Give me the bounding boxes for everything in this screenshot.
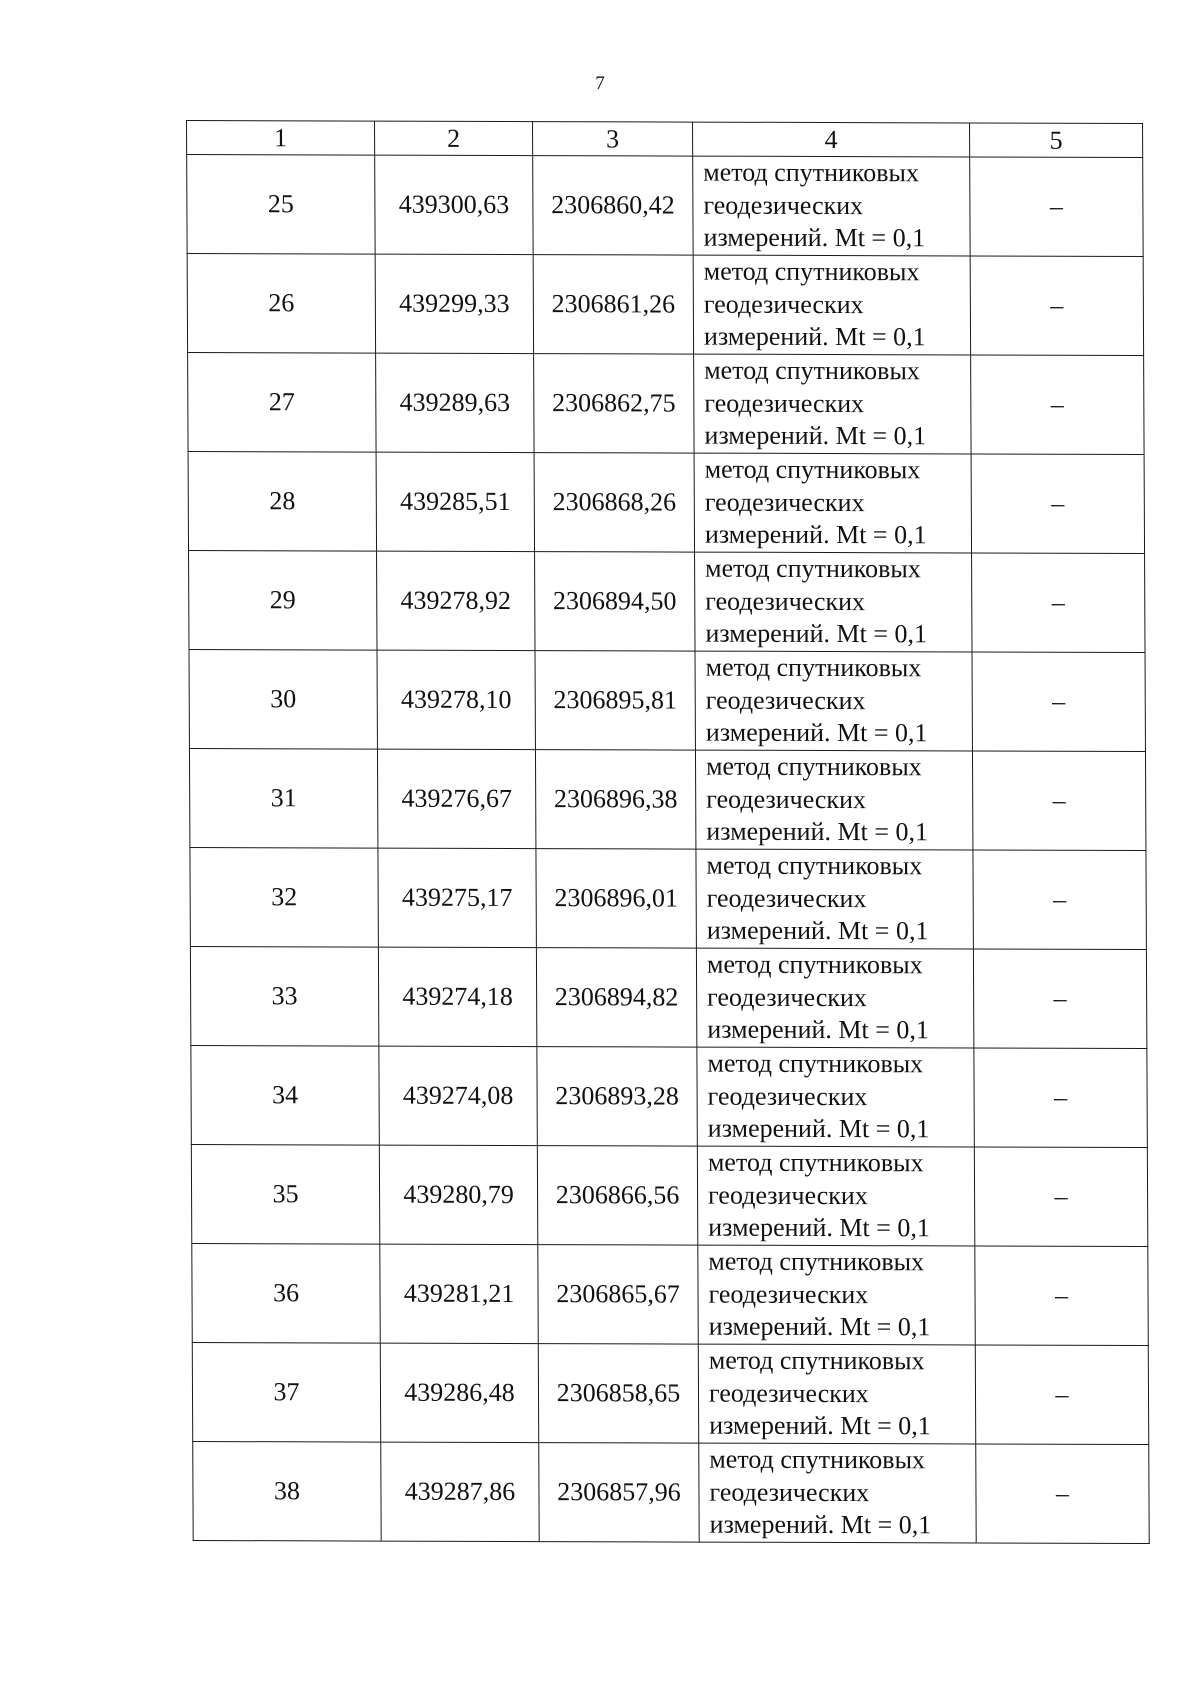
table-row [187,254,1143,356]
x-coordinate-cell: 439300,63 [375,155,533,254]
method-text-line: метод спутниковых [707,1147,924,1178]
method-cell [695,651,972,751]
method-text-line: измерений. Mt = 0,1 [703,222,926,253]
y-coordinate-cell: 2306895,81 [535,651,695,751]
method-text-line: метод спутниковых [704,355,920,386]
note-cell: – [970,157,1143,257]
point-number-cell: 25 [187,155,375,255]
method-text-line: геодезических [706,784,867,814]
method-cell [696,948,973,1048]
method-text-line: метод спутниковых [705,652,922,683]
point-number-cell: 35 [191,1144,379,1244]
method-text-line: геодезических [709,1477,870,1507]
point-number-cell: 31 [189,748,377,848]
method-cell [699,1443,976,1543]
x-coordinate-cell: 439280,79 [379,1145,537,1244]
point-number-cell: 33 [190,946,378,1046]
method-text-line: метод спутниковых [705,553,921,584]
method-text-line: геодезических [706,883,867,913]
column-header-1: 1 [187,121,375,156]
column-header-4: 4 [693,122,970,157]
method-text-line: геодезических [705,685,866,715]
point-number-cell: 37 [192,1342,380,1442]
method-text-line: измерений. Mt = 0,1 [706,915,929,946]
method-text-line: измерений. Mt = 0,1 [704,420,927,451]
y-coordinate-cell: 2306865,67 [538,1245,698,1345]
note-cell: – [974,1147,1147,1247]
method-cell [696,849,973,949]
table-row [193,1441,1149,1543]
note-cell: – [972,751,1145,851]
y-coordinate-cell: 2306868,26 [534,453,694,553]
method-text-line: метод спутниковых [709,1444,926,1475]
method-text-line: метод спутниковых [708,1345,925,1376]
method-cell [697,1047,974,1147]
x-coordinate-cell: 439299,33 [375,254,533,353]
point-number-cell: 28 [188,451,376,551]
point-number-cell: 30 [189,649,377,749]
table-row [192,1342,1148,1444]
method-text-line: геодезических [707,982,867,1012]
table-row [192,1243,1148,1345]
method-text-line: метод спутниковых [706,949,923,980]
x-coordinate-cell: 439289,63 [376,353,534,452]
x-coordinate-cell: 439286,48 [380,1343,538,1442]
note-cell: – [972,652,1145,752]
method-text-line: метод спутниковых [703,256,920,287]
table-row [187,155,1143,257]
method-text-line: измерений. Mt = 0,1 [708,1212,930,1243]
method-text-line: измерений. Mt = 0,1 [705,717,928,748]
method-text-line: измерений. Mt = 0,1 [707,1113,930,1144]
x-coordinate-cell: 439281,21 [380,1244,538,1343]
table-row [191,1144,1147,1246]
table-row [190,847,1146,949]
x-coordinate-cell: 439278,10 [377,650,535,749]
table-row [189,649,1145,751]
method-text-line: метод спутниковых [708,1246,925,1277]
table-row [191,1045,1147,1147]
x-coordinate-cell: 439285,51 [376,452,534,551]
table-body [187,155,1150,1544]
method-cell [693,156,970,256]
method-text-line: геодезических [708,1279,869,1309]
table-row [190,946,1146,1048]
method-text-line: геодезических [703,190,864,220]
method-cell [694,453,971,553]
point-number-cell: 38 [193,1441,381,1541]
method-text-line: геодезических [704,388,865,418]
point-number-cell: 34 [191,1045,379,1145]
table-row [189,550,1145,652]
y-coordinate-cell: 2306857,96 [539,1443,699,1543]
table-header [187,121,1143,158]
method-text-line: измерений. Mt = 0,1 [703,321,926,352]
method-text-line: метод спутниковых [706,850,923,881]
x-coordinate-cell: 439278,92 [377,551,535,650]
x-coordinate-cell: 439287,86 [381,1442,539,1541]
method-text-line: геодезических [708,1378,869,1408]
column-header-2: 2 [375,121,533,155]
method-text-line: измерений. Mt = 0,1 [705,618,928,649]
table-row [188,353,1144,455]
y-coordinate-cell: 2306858,65 [538,1344,698,1444]
method-text-line: измерений. Mt = 0,1 [708,1311,931,1342]
method-cell [693,255,970,355]
note-cell: – [974,1048,1147,1148]
method-cell [694,354,971,454]
method-cell [695,750,972,850]
x-coordinate-cell: 439276,67 [377,749,535,848]
method-text-line: метод спутниковых [703,157,920,188]
point-number-cell: 32 [190,847,378,947]
note-cell: – [972,553,1145,653]
note-cell: – [976,1444,1149,1544]
method-cell [698,1245,975,1345]
point-number-cell: 29 [189,550,377,650]
method-text-line: метод спутниковых [704,454,921,485]
x-coordinate-cell: 439274,08 [379,1046,537,1145]
method-text-line: метод спутниковых [707,1048,924,1079]
note-cell: – [973,949,1146,1049]
y-coordinate-cell: 2306861,26 [533,255,693,355]
note-cell: – [975,1345,1148,1445]
point-number-cell: 26 [187,254,375,354]
point-number-cell: 36 [192,1243,380,1343]
method-text-line: геодезических [707,1180,868,1210]
header-row [187,121,1143,158]
y-coordinate-cell: 2306866,56 [537,1146,697,1246]
note-cell: – [973,850,1146,950]
method-text-line: геодезических [704,487,865,517]
method-text-line: геодезических [705,586,866,616]
page-number: 7 [595,73,605,94]
column-header-3: 3 [533,122,693,157]
method-text-line: геодезических [707,1081,868,1111]
y-coordinate-cell: 2306860,42 [533,156,693,256]
point-number-cell: 27 [188,353,376,453]
method-text-line: измерений. Mt = 0,1 [707,1014,929,1045]
method-text-line: измерений. Mt = 0,1 [704,519,927,550]
x-coordinate-cell: 439275,17 [378,848,536,947]
y-coordinate-cell: 2306893,28 [537,1047,697,1147]
note-cell: – [975,1246,1148,1346]
y-coordinate-cell: 2306894,82 [536,948,696,1048]
note-cell: – [970,256,1143,356]
method-text-line: измерений. Mt = 0,1 [709,1509,932,1540]
method-cell [697,1146,974,1246]
method-text-line: измерений. Mt = 0,1 [709,1410,931,1441]
y-coordinate-cell: 2306862,75 [534,354,694,454]
note-cell: – [971,355,1144,455]
table-row [189,748,1145,850]
y-coordinate-cell: 2306896,01 [536,849,696,949]
coordinates-table [186,120,1150,1544]
method-text-line: метод спутниковых [705,751,922,782]
table-row [188,451,1144,553]
method-cell [695,552,972,652]
note-cell: – [971,454,1144,554]
y-coordinate-cell: 2306896,38 [535,750,695,850]
method-text-line: измерений. Mt = 0,1 [706,816,929,847]
column-header-5: 5 [970,123,1143,158]
method-cell [698,1344,975,1444]
y-coordinate-cell: 2306894,50 [535,552,695,652]
x-coordinate-cell: 439274,18 [378,947,536,1046]
method-text-line: геодезических [703,289,864,319]
